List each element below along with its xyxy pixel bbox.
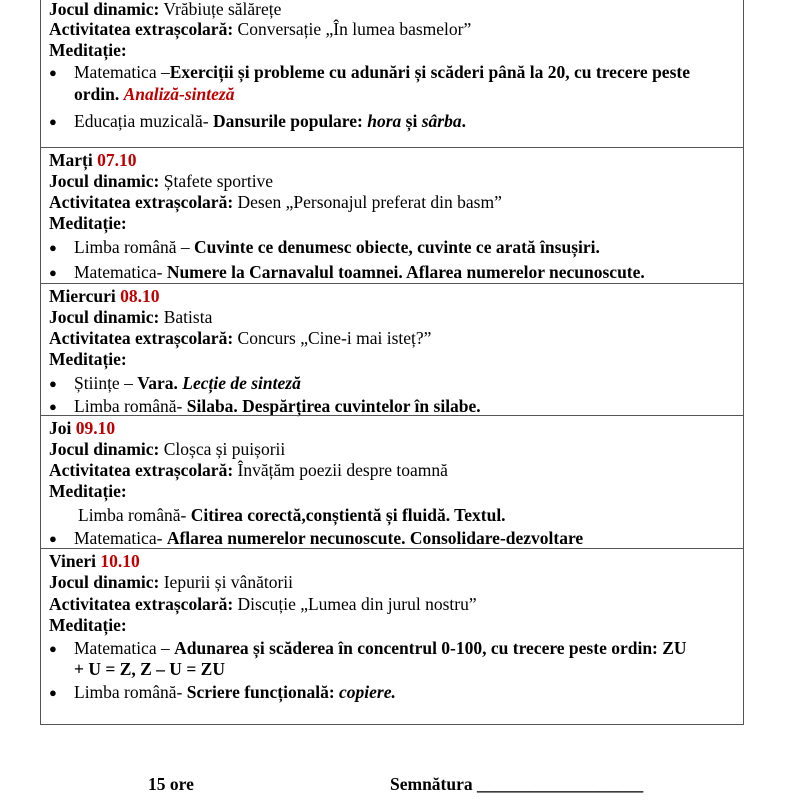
meditatie-label: Meditație: bbox=[49, 213, 127, 233]
bullet-icon: ● bbox=[49, 376, 57, 391]
day-cell-wednesday bbox=[41, 283, 743, 416]
joc-value: Ștafete sportive bbox=[163, 171, 274, 191]
activ-label: Activitatea extrașcolară: bbox=[49, 460, 234, 480]
topic: Dansurile populare: bbox=[212, 111, 363, 131]
day-cell-monday bbox=[41, 0, 743, 147]
topic: Aflarea numerelor necunoscute. Consolidare-dezvoltare bbox=[166, 528, 584, 548]
activ-value: Învățăm poezii despre toamnă bbox=[237, 460, 448, 480]
bullet-icon: ● bbox=[49, 685, 57, 700]
topic: Citirea corectă,conștientă și fluidă. Textul. bbox=[190, 505, 506, 525]
topic-italic: hora bbox=[367, 111, 402, 131]
activ-value: Conversație „În lumea basmelor” bbox=[237, 19, 472, 39]
joc-label: Jocul dinamic: bbox=[49, 307, 160, 327]
day-heading bbox=[49, 551, 737, 572]
subject: Matematica – bbox=[74, 62, 170, 82]
topic-end: . bbox=[461, 111, 466, 131]
subject: Limba română – bbox=[74, 237, 190, 257]
bullet-icon: ● bbox=[49, 641, 57, 656]
joc-value: Vrăbiuțe sălărețe bbox=[163, 0, 282, 19]
day-heading bbox=[49, 418, 737, 439]
subject: Limba română- bbox=[74, 682, 183, 702]
topic-italic: sârba bbox=[421, 111, 462, 131]
activ-label: Activitatea extrașcolară: bbox=[49, 328, 234, 348]
topic-type: Analiză-sinteză bbox=[123, 84, 235, 104]
activ-value: Concurs „Cine-i mai isteț?” bbox=[237, 328, 432, 348]
bullet-icon: ● bbox=[49, 114, 57, 129]
day-name: Joi bbox=[49, 418, 72, 438]
joc-value: Cloșca și puișorii bbox=[163, 439, 286, 459]
bullet-icon: ● bbox=[49, 399, 57, 414]
day-cell-friday bbox=[41, 548, 743, 725]
subject: Limba română- bbox=[74, 396, 183, 416]
joc-label: Jocul dinamic: bbox=[49, 0, 160, 19]
joc-label: Jocul dinamic: bbox=[49, 572, 160, 592]
topic: + U = Z, Z – U = ZU bbox=[74, 659, 225, 679]
schedule-table bbox=[40, 0, 744, 725]
subject: Educația muzicală- bbox=[74, 111, 209, 131]
signature-field bbox=[390, 773, 643, 795]
day-date: 09.10 bbox=[75, 418, 116, 438]
topic-italic: Lecție de sinteză bbox=[182, 373, 301, 393]
subject: Matematica- bbox=[74, 262, 163, 282]
meditatie-label: Meditație: bbox=[49, 40, 127, 60]
topic: Vara. bbox=[137, 373, 178, 393]
meditatie-label: Meditație: bbox=[49, 349, 127, 369]
subject: Limba română- bbox=[78, 505, 187, 525]
joc-value: Iepurii și vânătorii bbox=[163, 572, 294, 592]
topic: Scriere funcțională: bbox=[186, 682, 335, 702]
subject: Matematica- bbox=[74, 528, 163, 548]
topic: Silaba. Despărțirea cuvintelor în silabe. bbox=[186, 396, 481, 416]
bullet-icon: ● bbox=[49, 265, 57, 280]
activ-value: Discuție „Lumea din jurul nostru” bbox=[237, 594, 477, 614]
hours-total: 15 ore bbox=[148, 774, 194, 794]
topic: Numere la Carnavalul toamnei. Aflarea numerelor necunoscute. bbox=[166, 262, 645, 282]
topic: Exerciții și probleme cu adunări și scăderi până la 20, cu trecere peste bbox=[169, 62, 690, 82]
day-name: Miercuri bbox=[49, 286, 116, 306]
day-name: Marți bbox=[49, 150, 93, 170]
day-date: 10.10 bbox=[100, 551, 140, 571]
day-date: 08.10 bbox=[120, 286, 160, 306]
activ-label: Activitatea extrașcolară: bbox=[49, 594, 234, 614]
bullet-icon: ● bbox=[49, 531, 57, 546]
subject: Științe – bbox=[74, 373, 133, 393]
day-cell-thursday bbox=[41, 415, 743, 549]
subject: Matematica – bbox=[74, 638, 170, 658]
topic-italic: copiere. bbox=[339, 682, 396, 702]
signature-label: Semnătura bbox=[390, 774, 473, 794]
topic: ordin. bbox=[74, 84, 120, 104]
topic: Cuvinte ce denumesc obiecte, cuvinte ce arată însușiri. bbox=[194, 237, 600, 257]
activ-label: Activitatea extrașcolară: bbox=[49, 192, 234, 212]
meditatie-label: Meditație: bbox=[49, 481, 127, 501]
day-heading bbox=[49, 286, 737, 307]
joc-label: Jocul dinamic: bbox=[49, 439, 160, 459]
day-cell-tuesday bbox=[41, 147, 743, 284]
signature-line: ___________________ bbox=[477, 774, 644, 794]
activ-value: Desen „Personajul preferat din basm” bbox=[237, 192, 502, 212]
topic: Adunarea și scăderea în concentrul 0-100, cu trecere peste ordin: ZU bbox=[174, 638, 687, 658]
day-date: 07.10 bbox=[97, 150, 137, 170]
activ-label: Activitatea extrașcolară: bbox=[49, 19, 234, 39]
topic-conj: și bbox=[405, 111, 418, 131]
day-heading bbox=[49, 150, 737, 171]
meditatie-label: Meditație: bbox=[49, 615, 127, 635]
bullet-icon: ● bbox=[49, 65, 57, 80]
day-name: Vineri bbox=[49, 551, 96, 571]
joc-value: Batista bbox=[163, 307, 213, 327]
bullet-icon: ● bbox=[49, 240, 57, 255]
joc-label: Jocul dinamic: bbox=[49, 171, 160, 191]
